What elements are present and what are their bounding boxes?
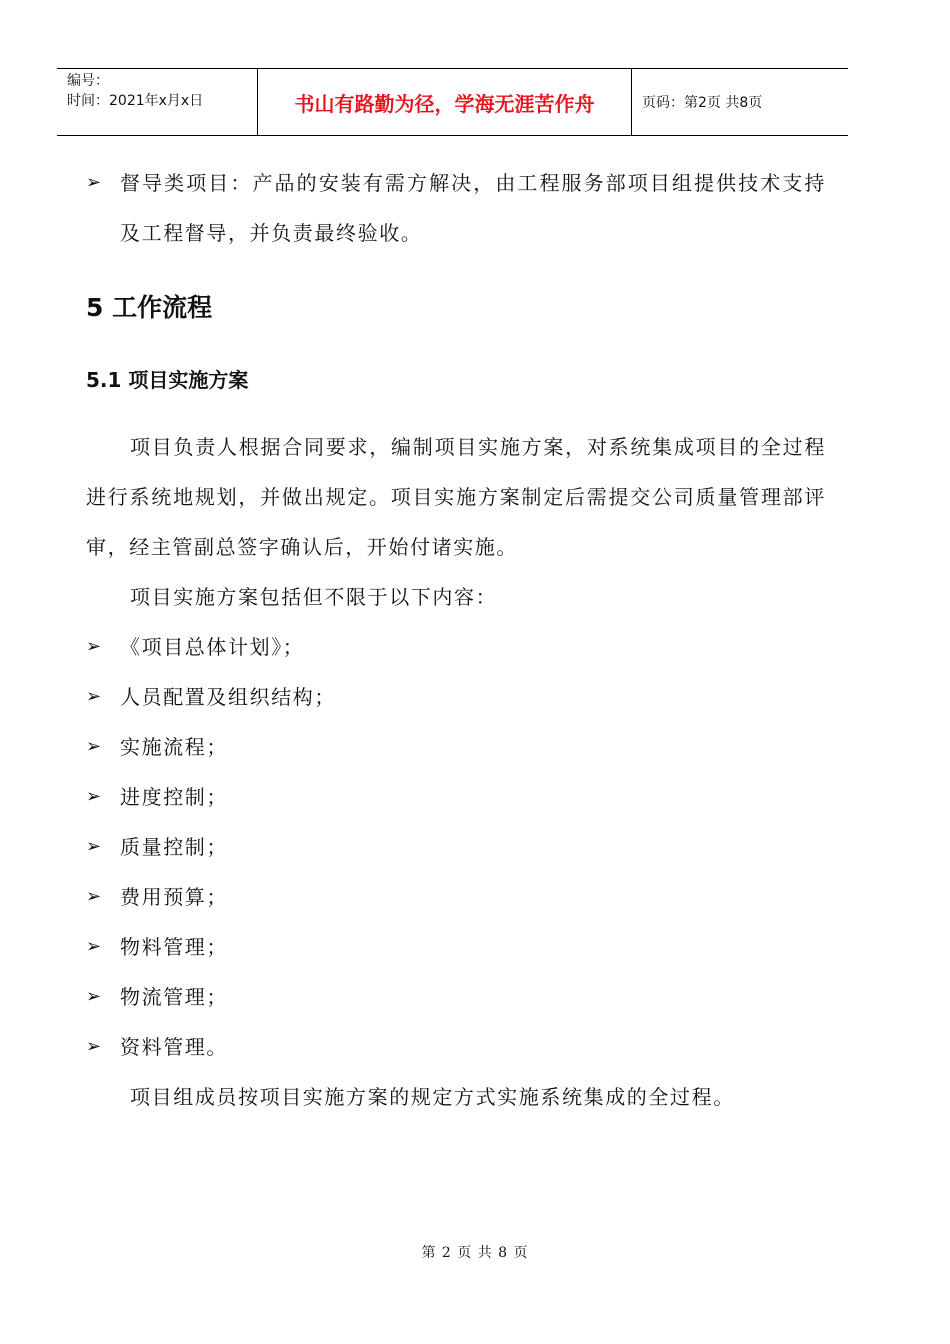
header-meta	[57, 69, 258, 135]
plan-contents-list	[86, 622, 826, 1072]
list-item: ➢ 质量控制；	[40, 822, 826, 872]
arrow-bullet-icon: ➢	[86, 736, 102, 757]
list-item: ➢ 人员配置及组织结构；	[40, 672, 826, 722]
paragraph-plan-description: 项目负责人根据合同要求，编制项目实施方案，对系统集成项目的全过程进行系统地规划，并做出规定。项目实施方案制定后需提交公司质量管理部评审，经主管副总签字确认后，开始付诸实施。	[86, 435, 826, 559]
header-motto: 书山有路勤为径，学海无涯苦作舟	[258, 69, 632, 135]
arrow-bullet-icon: ➢	[86, 172, 102, 193]
arrow-bullet-icon: ➢	[86, 786, 102, 807]
document-number-label: 编号：	[67, 73, 109, 89]
arrow-bullet-icon: ➢	[86, 886, 102, 907]
subsection-title: 5.1 项目实施方案	[86, 368, 249, 392]
list-item: ➢ 费用预算；	[40, 872, 826, 922]
list-item: ➢ 物流管理；	[40, 972, 826, 1022]
page-footer: 第 2 页 共 8 页	[421, 1245, 529, 1261]
list-item: ➢ 资料管理。	[40, 1022, 826, 1072]
document-time-label: 时间：2021年x月x日	[67, 93, 204, 109]
list-item: ➢ 物料管理；	[40, 922, 826, 972]
paragraph-plan-contents-intro: 项目实施方案包括但不限于以下内容：	[130, 585, 498, 609]
header-page-label: 页码：第2页 共8页	[642, 95, 763, 111]
paragraph-closing: 项目组成员按项目实施方案的规定方式实施系统集成的全过程。	[130, 1085, 735, 1109]
list-item: ➢ 实施流程；	[40, 722, 826, 772]
list-item: ➢ 《项目总体计划》；	[40, 622, 826, 672]
intro-bullet-text: 督导类项目：产品的安装有需方解决，由工程服务部项目组提供技术支持及工程督导，并负责最终验收。	[120, 171, 826, 245]
arrow-bullet-icon: ➢	[86, 986, 102, 1007]
list-item: ➢ 进度控制；	[40, 772, 826, 822]
arrow-bullet-icon: ➢	[86, 686, 102, 707]
arrow-bullet-icon: ➢	[86, 836, 102, 857]
document-body	[86, 158, 826, 1122]
section-title: 5 工作流程	[86, 293, 213, 322]
intro-bullet	[40, 158, 826, 258]
page-header	[57, 68, 848, 136]
arrow-bullet-icon: ➢	[86, 1036, 102, 1057]
arrow-bullet-icon: ➢	[86, 636, 102, 657]
arrow-bullet-icon: ➢	[86, 936, 102, 957]
